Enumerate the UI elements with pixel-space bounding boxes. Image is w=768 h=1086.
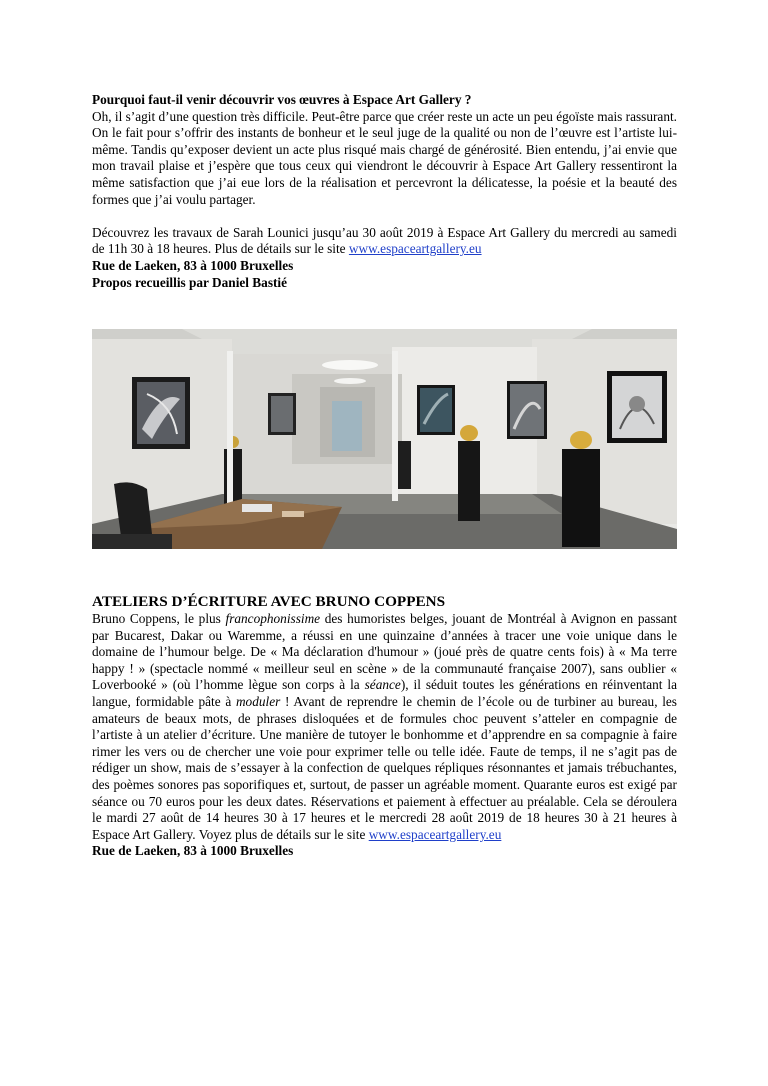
exhibition-info-text: Découvrez les travaux de Sarah Lounici jusqu’au 30 août 2019 à Espace Art Gallery du mercredi au samedi de 11h 30 à 18 heures. Plus de détails sur le site	[92, 224, 677, 257]
interview-answer: Oh, il s’agit d’une question très difficile. Peut-être parce que créer reste un acte un peu égoïste mais rassurant. On le fait pour s’offrir des instants de bonheur et le seul juge de la qualité ou non de l’œuvre est l’artiste lui-même. Tandis qu’exposer devient un acte plus risqué mais chargé de générosité. Bien entendu, j’ai envie que mon travail plaise et j’espère que tous ceux qui viendront le découvrir à Espace Art Gallery ressentiront la même satisfaction que j’ai eue lors de la réalisation et percevront la délicatesse, la poésie et la beauté des formes que j’ai voulu partager.	[92, 108, 677, 207]
workshop-section	[92, 593, 677, 860]
workshop-emphasis-1: francophonissime	[225, 611, 321, 626]
workshop-text-4: ! Avant de reprendre le chemin de l’école ou de turbiner au bureau, les amateurs de beaux mots, de phrases disloquées et de formules choc peuvent s’atteler en compagnie de l’artiste à un atelier d’écriture. Une manière de tutoyer le bonhomme et d’apprendre en sa compagnie à faire rimer les vers ou de chercher une voie pour exprimer telle ou telle idée. Faute de temps, il ne s’agit pas de rédiger un show, mais de s’essayer à la confection de quelques répliques résonnantes et jamais trébuchantes, des poèmes sonores pas soporifiques et, surtout, de passer un agréable moment. Quarante euros est exigé par séance ou 70 euros pour les deux dates. Réservations et paiement à effectuer au préalable. Cela se déroulera le mardi 27 août de 14 heures 30 à 17 heures et le mercredi 28 août 2019 de 18 heures 30 à 21 heures à Espace Art Gallery. Voyez plus de détails sur le site	[92, 693, 677, 842]
workshop-text-2: des humoristes belges, jouant de Montréal à Avignon en passant par Bucarest, Dakar ou Waremme, a réussi en une quinzaine d’années à tracer une voie unique dans le domaine de l’humour belge. De « Ma déclaration d'humour » (joué près de quatre cents fois) à « Ma terre happy ! » (spectacle nommé « meilleur seul en scène » de la communauté française 2007), sans oublier « Loverbooké » (où l’homme lègue son corps à la	[92, 611, 677, 693]
interview-question: Pourquoi faut-il venir découvrir vos œuvres à Espace Art Gallery ?	[92, 92, 472, 107]
workshop-gallery-link[interactable]: www.espaceartgallery.eu	[368, 826, 502, 842]
workshop-text-1: Bruno Coppens, le plus	[92, 611, 226, 626]
interview-credit: Propos recueillis par Daniel Bastié	[92, 274, 288, 290]
workshop-emphasis-2: séance	[364, 677, 401, 693]
gallery-link[interactable]: www.espaceartgallery.eu	[348, 241, 482, 257]
gallery-photo	[92, 329, 677, 549]
exhibition-info	[92, 225, 677, 258]
workshop-body	[92, 611, 677, 843]
workshop-heading: ATELIERS D’ÉCRITURE AVEC BRUNO COPPENS	[92, 593, 446, 610]
workshop-address: Rue de Laeken, 83 à 1000 Bruxelles	[92, 843, 294, 859]
workshop-emphasis-3: moduler	[235, 693, 281, 709]
workshop-text-3: ), il séduit toutes les générations en réinventant la langue, formidable pâte à	[92, 677, 677, 709]
interview-section	[92, 92, 677, 291]
gallery-address: Rue de Laeken, 83 à 1000 Bruxelles	[92, 257, 294, 273]
